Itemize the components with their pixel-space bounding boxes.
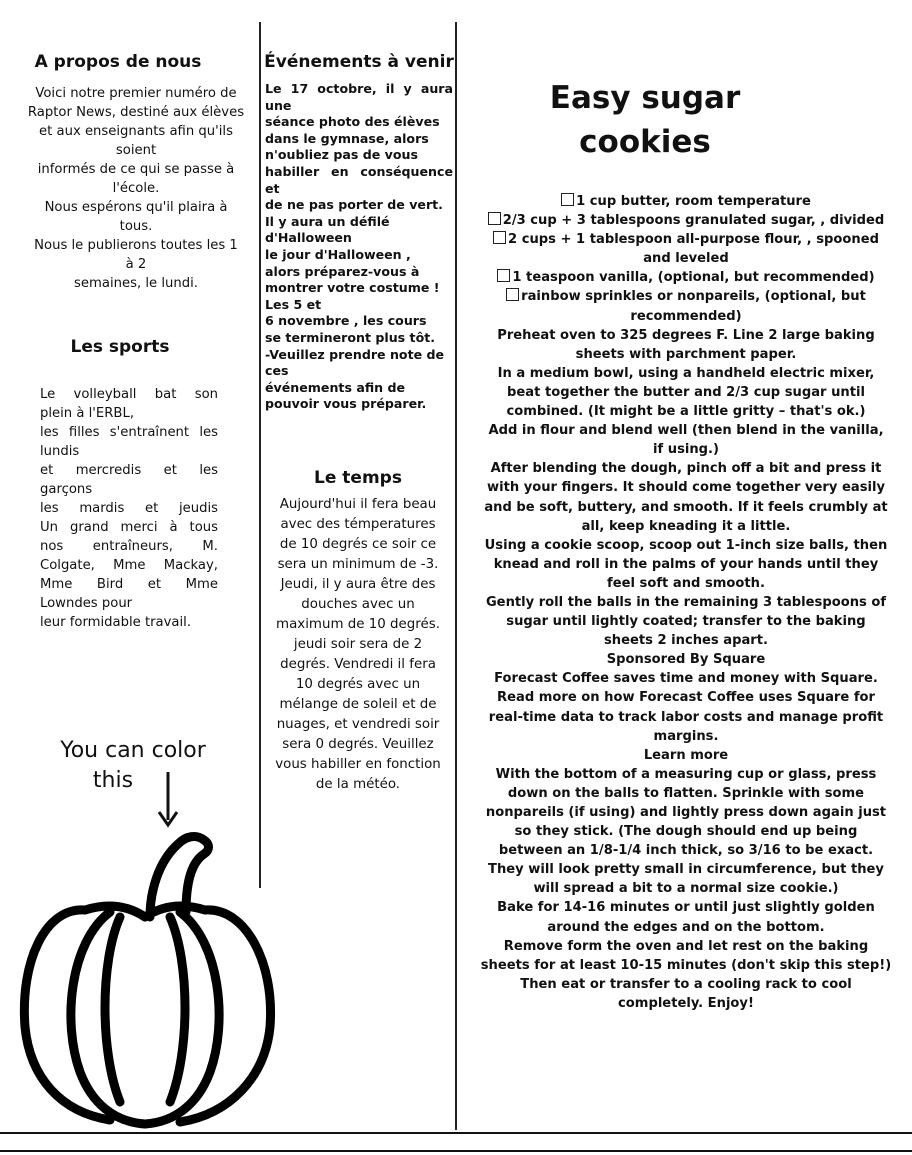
recipe-line-text: Gently roll the balls in the remaining 3 tablespoons of bbox=[485, 594, 887, 610]
recipe-line-text: Remove form the oven and let rest on the baking bbox=[503, 938, 869, 954]
recipe-line-text: nonpareils (if using) and lightly press down again just bbox=[485, 805, 887, 820]
recipe-title-line2: cookies bbox=[579, 124, 711, 160]
recipe-line-text: 1 cup butter, room temperature bbox=[576, 194, 811, 209]
pumpkin-outline-illustration bbox=[0, 822, 290, 1132]
about-line: Voici notre premier numéro de bbox=[35, 86, 237, 101]
weather-line: Aujourd'hui il fera beau bbox=[279, 497, 437, 512]
weather-body bbox=[260, 495, 456, 795]
sports-line: Le volleyball bat son bbox=[40, 387, 218, 402]
sports-line: les filles s'entraînent les bbox=[40, 425, 218, 440]
events-line: et bbox=[265, 180, 280, 196]
checkbox-icon[interactable] bbox=[497, 269, 510, 282]
recipe-line bbox=[464, 574, 908, 593]
about-line: Raptor News, destiné aux élèves bbox=[27, 105, 245, 120]
weather-line: 10 degrés avec un bbox=[295, 677, 421, 692]
recipe-line-text: Learn more bbox=[643, 747, 729, 763]
recipe-line-text: sheets 2 inches apart. bbox=[603, 633, 769, 649]
recipe-body bbox=[464, 192, 908, 1013]
color-note-line2: this bbox=[92, 768, 134, 793]
sports-line: les mardis et jeudis bbox=[40, 501, 218, 516]
weather-line: de la météo. bbox=[315, 777, 401, 792]
recipe-line-text: will spread a bit to a normal size cookie.) bbox=[533, 881, 839, 897]
weather-line: douches avec un bbox=[301, 597, 415, 612]
recipe-line-text: 2/3 cup + 3 tablespoons granulated sugar, , divided bbox=[502, 213, 885, 229]
recipe-line bbox=[464, 383, 908, 402]
recipe-ingredient bbox=[464, 230, 908, 249]
recipe-line bbox=[464, 364, 908, 383]
recipe-line-text: completely. Enjoy! bbox=[618, 995, 754, 1011]
recipe-line bbox=[464, 898, 908, 917]
weather-line: sera 0 degrés. Veuillez bbox=[282, 737, 434, 752]
recipe-line bbox=[464, 841, 908, 860]
events-line: ces bbox=[265, 363, 289, 379]
recipe-line bbox=[464, 822, 908, 841]
recipe-line bbox=[464, 536, 908, 555]
bottom-rule-bottom bbox=[0, 1150, 912, 1152]
about-line: semaines, le lundi. bbox=[74, 276, 198, 291]
recipe-line-text: 1 teaspoon vanilla, (optional, but recommended) bbox=[512, 270, 875, 286]
weather-line: avec des témperatures bbox=[280, 517, 436, 532]
recipe-line bbox=[464, 746, 908, 765]
recipe-line-text: knead and roll in the palms of your hands until they bbox=[493, 556, 879, 572]
recipe-line-text: After blending the dough, pinch off a bit and press it bbox=[490, 461, 882, 477]
recipe-line bbox=[464, 307, 908, 326]
recipe-line-text: and leveled bbox=[643, 251, 729, 267]
weather-line: nuages, et vendredi soir bbox=[276, 717, 440, 732]
recipe-line bbox=[464, 727, 908, 746]
sports-line: Colgate, Mme Mackay, bbox=[40, 558, 218, 573]
weather-line: degrés. Vendredi il fera bbox=[280, 657, 436, 672]
sports-line: lundis bbox=[40, 444, 80, 459]
events-line: montrer votre costume ! bbox=[265, 280, 440, 296]
recipe-title bbox=[520, 76, 770, 164]
recipe-line bbox=[464, 784, 908, 803]
about-line: à 2 bbox=[125, 257, 147, 272]
recipe-line-text: Forecast Coffee saves time and money with Square. bbox=[494, 671, 878, 687]
bottom-rule-top bbox=[0, 1132, 912, 1134]
recipe-line-text: if using.) bbox=[653, 442, 719, 458]
sports-line: nos entraîneurs, M. bbox=[40, 539, 218, 554]
recipe-title-line1: Easy sugar bbox=[549, 80, 741, 116]
events-line: Il y aura un défilé bbox=[265, 213, 390, 229]
recipe-line bbox=[464, 631, 908, 650]
recipe-line-text: all, keep kneading it a little. bbox=[581, 518, 791, 534]
weather-line: sera un minimum de -3. bbox=[277, 557, 439, 572]
checkbox-icon[interactable] bbox=[488, 212, 501, 225]
recipe-line-text: recommended) bbox=[630, 308, 742, 324]
sports-body bbox=[40, 385, 218, 632]
checkbox-icon[interactable] bbox=[493, 231, 506, 244]
recipe-line-text: so they stick. (The dough should end up being bbox=[514, 824, 858, 840]
recipe-line bbox=[464, 918, 908, 937]
recipe-line-text: margins. bbox=[653, 728, 719, 744]
recipe-line bbox=[464, 803, 908, 822]
weather-line: de 10 degrés ce soir ce bbox=[279, 537, 437, 552]
recipe-line-text: down on the balls to flatten. Sprinkle with some bbox=[507, 785, 865, 801]
about-line: et aux enseignants afin qu'ils bbox=[39, 124, 233, 139]
recipe-line bbox=[464, 517, 908, 536]
recipe-line-text: rainbow sprinkles or nonpareils, (optional, but bbox=[521, 289, 866, 305]
recipe-line-text: feel soft and smooth. bbox=[607, 575, 765, 591]
sports-line: et mercredis et les bbox=[40, 463, 218, 478]
events-line: une bbox=[265, 97, 292, 113]
weather-title: Le temps bbox=[314, 468, 402, 488]
weather-line: maximum de 10 degrés. bbox=[276, 617, 440, 632]
recipe-line-text: between an 1/8-1/4 inch thick, so 3/16 to be exact. bbox=[498, 843, 874, 859]
sports-title: Les sports bbox=[70, 337, 170, 357]
recipe-line-text: real-time data to track labor costs and manage profit bbox=[488, 709, 884, 725]
checkbox-icon[interactable] bbox=[561, 193, 574, 206]
checkbox-icon[interactable] bbox=[506, 288, 519, 301]
recipe-line bbox=[464, 650, 908, 669]
recipe-line-text: Add in flour and blend well (then blend in the vanilla, bbox=[488, 423, 884, 439]
recipe-line-text: with your fingers. It should come together very easily bbox=[486, 480, 885, 496]
recipe-line-text: Preheat oven to 325 degrees F. Line 2 large baking bbox=[497, 327, 875, 343]
sports-line: plein à l'ERBL, bbox=[40, 406, 135, 421]
recipe-line-text: sugar until lightly coated; transfer to the baking bbox=[506, 614, 866, 630]
events-line: d'Halloween bbox=[265, 230, 352, 246]
recipe-ingredient bbox=[464, 192, 908, 211]
events-line: se termineront plus tôt. bbox=[265, 329, 436, 345]
recipe-line bbox=[464, 860, 908, 879]
recipe-line-text: around the edges and on the bottom. bbox=[547, 919, 825, 935]
events-line: 6 novembre , les cours bbox=[265, 313, 427, 329]
about-body bbox=[18, 84, 254, 293]
sports-line: Un grand merci à tous bbox=[40, 520, 218, 535]
recipe-line bbox=[464, 669, 908, 688]
recipe-line bbox=[464, 612, 908, 631]
recipe-line-text: and be soft, buttery, and smooth. If it feels crumbly at bbox=[484, 499, 888, 515]
recipe-line bbox=[464, 956, 908, 975]
events-body bbox=[265, 81, 453, 413]
arrow-down-icon bbox=[156, 770, 180, 830]
recipe-ingredient bbox=[464, 287, 908, 306]
recipe-line bbox=[464, 688, 908, 707]
recipe-line-text: sheets with parchment paper. bbox=[575, 346, 797, 362]
recipe-line bbox=[464, 326, 908, 345]
about-line: informés de ce qui se passe à bbox=[37, 162, 235, 177]
recipe-line-text: In a medium bowl, using a handheld electric mixer, bbox=[497, 365, 875, 381]
events-line: n'oubliez pas de vous bbox=[265, 147, 419, 163]
color-note-line1: You can color bbox=[60, 738, 206, 763]
recipe-ingredient bbox=[464, 211, 908, 230]
recipe-ingredient bbox=[464, 268, 908, 287]
about-title: A propos de nous bbox=[34, 52, 202, 72]
recipe-line-text: Sponsored By Square bbox=[606, 652, 766, 668]
recipe-line bbox=[464, 478, 908, 497]
weather-line: Jeudi, il y aura être des bbox=[280, 577, 436, 592]
recipe-line-text: Bake for 14-16 minutes or until just slightly golden bbox=[497, 900, 875, 916]
about-line: l'école. bbox=[112, 181, 160, 196]
recipe-line-text: 2 cups + 1 tablespoon all-purpose flour, , spooned bbox=[508, 232, 879, 248]
recipe-line bbox=[464, 421, 908, 440]
recipe-line bbox=[464, 459, 908, 478]
recipe-line bbox=[464, 994, 908, 1013]
weather-line: vous habiller en fonction bbox=[275, 757, 441, 772]
events-line: séance photo des élèves bbox=[265, 114, 440, 130]
recipe-line bbox=[464, 402, 908, 421]
recipe-line-text: They will look pretty small in circumference, but they bbox=[488, 862, 884, 878]
events-line: Les 5 et bbox=[265, 296, 322, 312]
events-line: dans le gymnase, alors bbox=[265, 130, 429, 146]
recipe-line-text: combined. (It might be a little gritty – that's ok.) bbox=[506, 404, 866, 420]
events-line: habiller en conséquence bbox=[265, 163, 453, 179]
events-line: -Veuillez prendre note de bbox=[265, 346, 445, 362]
recipe-line-text: beat together the butter and 2/3 cup sugar until bbox=[507, 384, 865, 400]
recipe-line bbox=[464, 975, 908, 994]
recipe-line bbox=[464, 440, 908, 459]
sports-line: Lowndes pour bbox=[40, 596, 133, 611]
recipe-line bbox=[464, 498, 908, 517]
recipe-line-text: Then eat or transfer to a cooling rack to cool bbox=[520, 976, 852, 992]
color-note bbox=[40, 736, 226, 796]
sports-line: garçons bbox=[40, 482, 93, 497]
recipe-line bbox=[464, 345, 908, 364]
weather-line: mélange de soleil et de bbox=[279, 697, 437, 712]
recipe-line-text: sheets for at least 10-15 minutes (don't skip this step!) bbox=[480, 957, 892, 973]
recipe-line bbox=[464, 555, 908, 574]
events-line: de ne pas porter de vert. bbox=[265, 197, 443, 213]
events-line: le jour d'Halloween , bbox=[265, 246, 411, 262]
recipe-line-text: Using a cookie scoop, scoop out 1-inch size balls, then bbox=[484, 537, 888, 553]
events-line: événements afin de bbox=[265, 379, 406, 395]
sports-line: Mme Bird et Mme bbox=[40, 577, 218, 592]
about-line: tous. bbox=[119, 219, 153, 234]
recipe-line bbox=[464, 765, 908, 784]
about-line: soient bbox=[115, 143, 157, 158]
events-line: Le 17 octobre, il y aura bbox=[265, 81, 453, 96]
about-line: Nous le publierons toutes les 1 bbox=[34, 238, 238, 253]
recipe-line-text: With the bottom of a measuring cup or glass, press bbox=[495, 766, 877, 782]
sports-line: leur formidable travail. bbox=[40, 615, 192, 630]
recipe-line-text: Read more on how Forecast Coffee uses Square for bbox=[497, 690, 875, 706]
recipe-line bbox=[464, 249, 908, 268]
weather-line: jeudi soir sera de 2 bbox=[293, 637, 423, 652]
events-title: Événements à venir bbox=[264, 52, 454, 72]
recipe-line bbox=[464, 937, 908, 956]
recipe-line bbox=[464, 879, 908, 898]
events-line: alors préparez-vous à bbox=[265, 263, 420, 279]
about-line: Nous espérons qu'il plaira à bbox=[44, 200, 228, 215]
events-line: pouvoir vous préparer. bbox=[265, 396, 427, 412]
recipe-line bbox=[464, 708, 908, 727]
recipe-line bbox=[464, 593, 908, 612]
